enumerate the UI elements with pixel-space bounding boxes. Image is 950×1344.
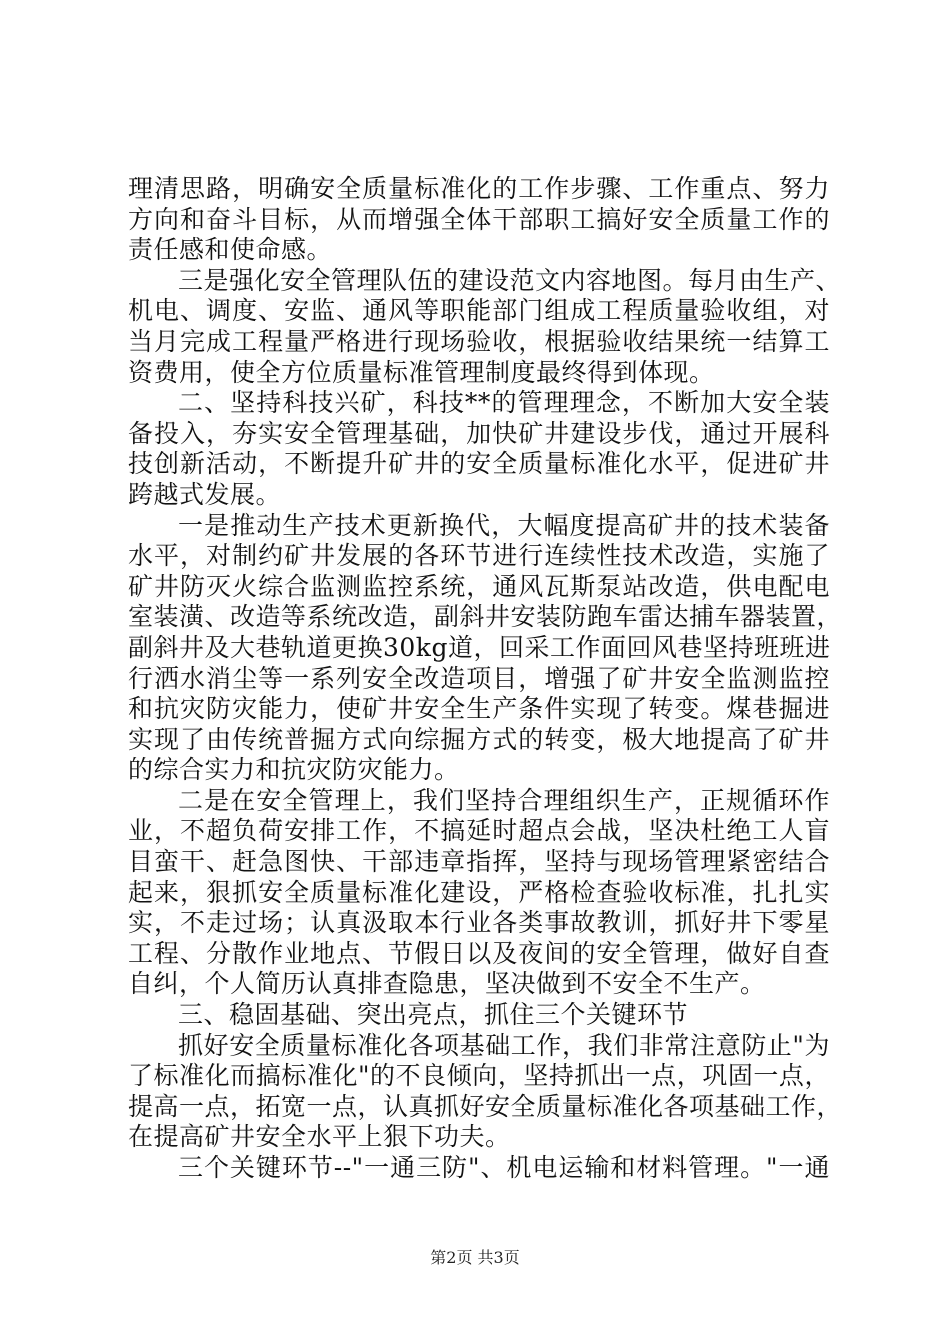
text-line: 实，不走过场；认真汲取本行业各类事故教训，抓好井下零星 bbox=[128, 908, 830, 938]
text-line: 副斜井及大巷轨道更换30kg道，回采工作面回风巷坚持班班进 bbox=[128, 632, 831, 662]
text-line: 当月完成工程量严格进行现场验收，根据验收结果统一结算工 bbox=[128, 326, 830, 356]
text-line: 三个关键环节--"一通三防"、机电运输和材料管理。"一通 bbox=[178, 1153, 830, 1182]
text-line: 行洒水消尘等一系列安全改造项目，增强了矿井安全监测监控 bbox=[128, 663, 830, 693]
text-line: 资费用，使全方位质量标准管理制度最终得到体现。 bbox=[128, 357, 715, 387]
text-line: 责任感和使命感。 bbox=[128, 235, 333, 265]
text-line: 目蛮干、赶急图快、干部违章指挥，坚持与现场管理紧密结合 bbox=[128, 847, 830, 877]
text-line: 实现了由传统普掘方式向综掘方式的转变，极大地提高了矿井 bbox=[128, 724, 830, 754]
text-line: 水平，对制约矿井发展的各环节进行连续性技术改造，实施了 bbox=[128, 541, 830, 571]
text-line: 矿井防灭火综合监测监控系统，通风瓦斯泵站改造，供电配电 bbox=[128, 571, 830, 601]
text-line: 三是强化安全管理队伍的建设范文内容地图。每月由生产、 bbox=[178, 265, 842, 295]
text-line: 在提高矿井安全水平上狠下功夫。 bbox=[128, 1122, 511, 1152]
text-line: 备投入，夯实安全管理基础，加快矿井建设步伐，通过开展科 bbox=[128, 418, 830, 448]
text-line: 三、稳固基础、突出亮点，抓住三个关键环节 bbox=[178, 1000, 689, 1030]
text-line: 自纠，个人简历认真排查隐患，坚决做到不安全不生产。 bbox=[128, 969, 766, 999]
text-line: 二、坚持科技兴矿，科技**的管理理念，不断加大安全装 bbox=[178, 388, 830, 418]
text-line: 理清思路，明确安全质量标准化的工作步骤、工作重点、努力 bbox=[128, 174, 830, 203]
text-line: 起来，狠抓安全质量标准化建设，严格检查验收标准，扎扎实 bbox=[128, 877, 830, 907]
text-line: 业，不超负荷安排工作，不搞延时超点会战，坚决杜绝工人盲 bbox=[128, 816, 830, 846]
text-line: 一是推动生产技术更新换代，大幅度提高矿井的技术装备 bbox=[178, 510, 830, 540]
text-line: 方向和奋斗目标，从而增强全体干部职工搞好安全质量工作的 bbox=[128, 204, 830, 234]
text-line: 提高一点，拓宽一点，认真抓好安全质量标准化各项基础工作， bbox=[128, 1091, 843, 1121]
text-line: 工程、分散作业地点、节假日以及夜间的安全管理，做好自查 bbox=[128, 938, 830, 968]
text-line: 跨越式发展。 bbox=[128, 479, 282, 509]
text-line: 了标准化而搞标准化"的不良倾向，坚持抓出一点，巩固一点， bbox=[128, 1061, 830, 1091]
document-body bbox=[128, 174, 843, 1184]
text-line: 机电、调度、安监、通风等职能部门组成工程质量验收组，对 bbox=[128, 296, 830, 326]
page-footer: 第2页 共3页 bbox=[430, 1248, 520, 1267]
text-line: 抓好安全质量标准化各项基础工作，我们非常注意防止"为 bbox=[178, 1030, 830, 1060]
text-line: 和抗灾防灾能力，使矿井安全生产条件实现了转变。煤巷掘进 bbox=[128, 694, 830, 724]
text-line: 的综合实力和抗灾防灾能力。 bbox=[128, 755, 460, 785]
text-line: 技创新活动，不断提升矿井的安全质量标准化水平，促进矿井 bbox=[128, 449, 830, 479]
text-line: 二是在安全管理上，我们坚持合理组织生产，正规循环作 bbox=[178, 785, 830, 815]
text-line: 室装潢、改造等系统改造，副斜井安装防跑车雷达捕车器装置， bbox=[128, 602, 843, 632]
